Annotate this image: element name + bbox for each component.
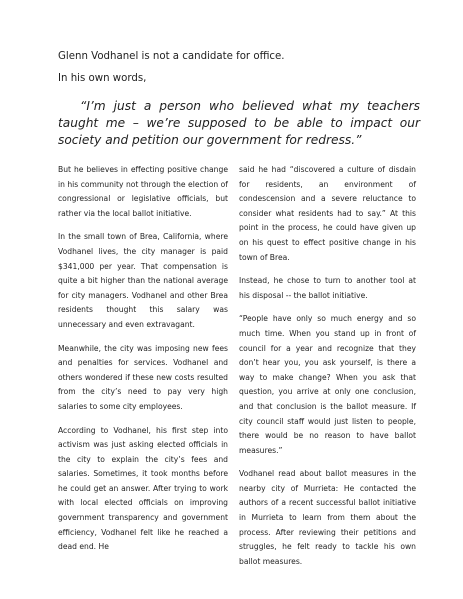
pull-quote: “I’m just a person who believed what my teachers taught me – we’re supposed to be able to impact our society and petition our government for redress.” [58, 99, 420, 147]
paragraph: “People have only so much energy and so much time. When you stand up in front of council for a year and recognize that they don’t hear you, you ask yourself, is there a way to make change? When you ask that question, you arrive at only one conclusion, and that conclusion is the ballot measure. If city council staff would just listen to people, there would be no reason to have ballot measures.” [239, 314, 416, 455]
paragraph: Instead, he chose to turn to another tool at his disposal -- the ballot initiative. [239, 276, 416, 300]
intro-line-1: Glenn Vodhanel is not a candidate for office. [58, 51, 285, 62]
left-column [58, 163, 228, 564]
paragraph: said he had “discovered a culture of disdain for residents, an environment of condescension and a severe reluctance to consider what residents had to say.” At this point in the process, he could have given up on his quest to effect positive change in his town of Brea. [239, 165, 416, 262]
paragraph: Meanwhile, the city was imposing new fees and penalties for services. Vodhanel and others wondered if these new costs resulted from the city’s need to pay very high salaries to some city employees. [58, 343, 228, 411]
paragraph: According to Vodhanel, his first step into activism was just asking elected officials in the city to explain the city’s fees and salaries. Sometimes, it took months before he could get an answer. After trying to work with local elected officials on improving government transparency and government efficiency, Vodhanel felt like he reached a dead end. He [58, 425, 228, 552]
paragraph: Vodhanel read about ballot measures in the nearby city of Murrieta: He contacted the authors of a recent successful ballot initiative in Murrieta to learn from them about the process. After reviewing their petitions and struggles, he felt ready to tackle his own ballot measures. [239, 469, 416, 566]
right-column [239, 163, 416, 578]
paragraph: But he believes in effecting positive change in his community not through the election of congressional or legislative officials, but rather via the local ballot initiative. [58, 165, 228, 218]
intro-line-2: In his own words, [58, 73, 147, 84]
paragraph: In the small town of Brea, California, where Vodhanel lives, the city manager is paid $341,000 per year. That compensation is quite a bit higher than the national average for city managers. Vodhanel and other Brea residents thought this salary was unnecessary and even extravagant. [58, 232, 228, 329]
intro [58, 50, 418, 94]
